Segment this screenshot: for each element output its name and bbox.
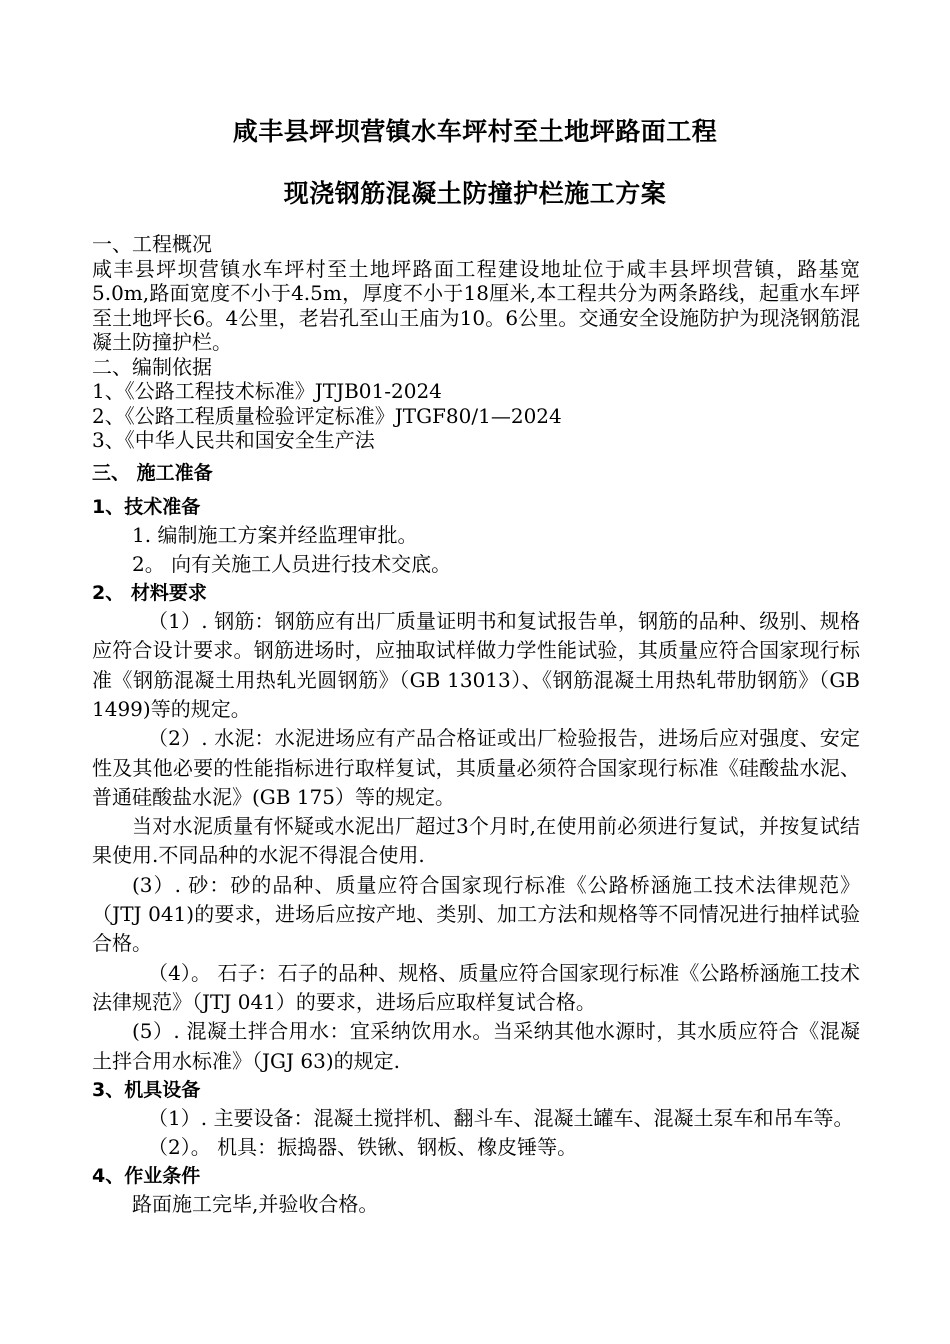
section1-heading: 一、工程概况 xyxy=(92,232,212,256)
material-heading: 2、 材料要求 xyxy=(92,582,207,605)
tech-heading: 1、技术准备 xyxy=(92,495,201,518)
conditions-heading: 4、作业条件 xyxy=(92,1165,201,1188)
material-paragraph: （1）. 钢筋：钢筋应有出厂质量证明书和复试报告单，钢筋的品种、级别、规格应符合设计要求。钢筋进场时，应抽取试样做力学性能试验，其质量应符合国家现行标准《钢筋混凝土用热轧光圆钢筋》（GB 13013）、《钢筋混凝土用热轧带肋钢筋》（GB 1499)等的规定。 xyxy=(92,609,860,721)
section1-text: 咸丰县坪坝营镇水车坪村至土地坪路面工程建设地址位于咸丰县坪坝营镇，路基宽5.0m,路面宽度不小于4.5m，厚度不小于18厘米,本工程共分为两条路线，起重水车坪至土地坪长6。4公里，老岩孔至山王庙为10。6公里。交通安全设施防护为现浇钢筋混凝土防撞护栏。 xyxy=(92,256,860,354)
material-paragraph: （4）。 石子：石子的品种、规格、质量应符合国家现行标准《公路桥涵施工技术法律规范》（JTJ 041）的要求，进场后应取样复试合格。 xyxy=(92,960,860,1014)
document-body xyxy=(92,232,860,1220)
equipment-paragraph: （2）。 机具：振捣器、铁锹、钢板、橡皮锤等。 xyxy=(148,1135,578,1160)
tech-item: 1. 编制施工方案并经监理审批。 xyxy=(132,522,418,547)
material-paragraph: (3）. 砂：砂的品种、质量应符合国家现行标准《公路桥涵施工技术法律规范》（JTJ 041)的要求，进场后应按产地、类别、加工方法和规格等不同情况进行抽样试验合格。 xyxy=(92,872,860,956)
conditions-text: 路面施工完毕,并验收合格。 xyxy=(132,1192,379,1217)
section3-heading: 三、 施工准备 xyxy=(92,461,213,484)
equipment-heading: 3、机具设备 xyxy=(92,1078,201,1101)
section2-heading: 二、编制依据 xyxy=(92,354,212,379)
basis-item: 3、《中华人民共和国安全生产法 xyxy=(92,428,375,452)
basis-item: 2、《公路工程质量检验评定标准》JTGF80/1—2024 xyxy=(92,403,562,428)
material-paragraph: （2）. 水泥：水泥进场应有产品合格证或出厂检验报告，进场后应对强度、安定性及其他必要的性能指标进行取样复试，其质量必须符合国家现行标准《硅酸盐水泥、普通硅酸盐水泥》(GB 175）等的规定。 xyxy=(92,726,860,809)
material-paragraph: 当对水泥质量有怀疑或水泥出厂超过3个月时,在使用前必须进行复试，并按复试结果使用.不同品种的水泥不得混合使用. xyxy=(92,814,860,868)
tech-item: 2。 向有关施工人员进行技术交底。 xyxy=(132,551,452,576)
equipment-paragraph: （1）. 主要设备：混凝土搅拌机、翻斗车、混凝土罐车、混凝土泵车和吊车等。 xyxy=(148,1105,854,1130)
document-title-line2: 现浇钢筋混凝土防撞护栏施工方案 xyxy=(283,179,667,208)
document-title-line1: 咸丰县坪坝营镇水车坪村至土地坪路面工程 xyxy=(232,117,718,146)
basis-item: 1、《公路工程技术标准》JTJB01-2024 xyxy=(92,379,442,403)
material-paragraph: (5）. 混凝土拌合用水：宜采纳饮用水。当采纳其他水源时，其水质应符合《混凝土拌合用水标准》（JGJ 63)的规定. xyxy=(92,1019,860,1073)
